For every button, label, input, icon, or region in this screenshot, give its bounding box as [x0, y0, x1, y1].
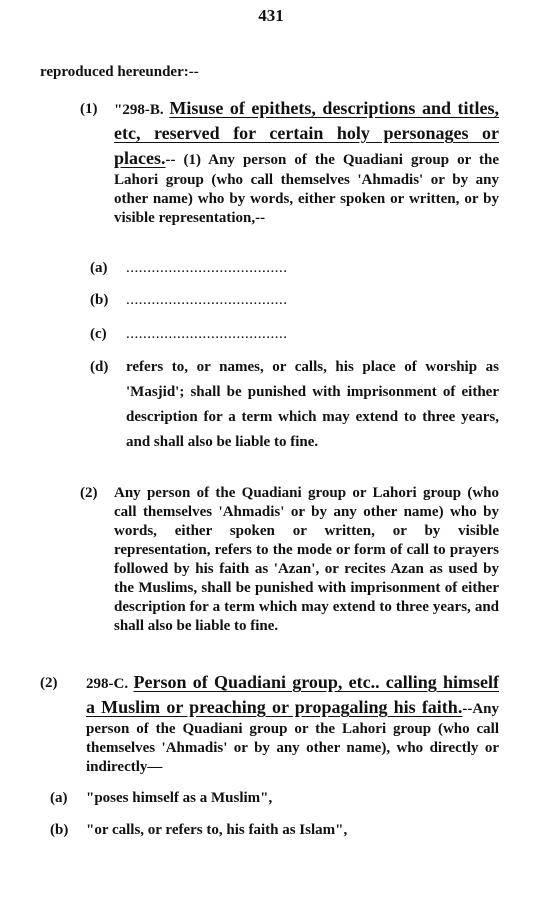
item-298c-a-text: "poses himself as a Muslim", [86, 790, 273, 806]
section-298c-text [86, 670, 499, 777]
section-298b [0, 96, 542, 256]
item-d-text: refers to, or names, or calls, his place of worship as 'Masjid'; shall be punished with imprisonment of either description for a term which may extend to three years, and shall also be liable to fine. [126, 359, 499, 450]
section-298b-text [114, 96, 499, 228]
item-298c-b-text: "or calls, or refers to, his faith as Islam", [86, 822, 348, 838]
item-b-placeholder: ...................................... [126, 292, 288, 308]
item-b [90, 291, 510, 311]
item-c-placeholder: ...................................... [126, 326, 288, 342]
item-298c-b [50, 821, 510, 841]
section-298c-heading: Person of Quadiani group, etc.. calling himself a Muslim or preaching or propagaling his faith. [86, 672, 499, 717]
item-298c-b-label: (b) [50, 822, 69, 838]
subsection-2-number: (2) [80, 485, 98, 501]
item-b-label: (b) [90, 292, 109, 308]
section-298c [0, 670, 542, 780]
subsection-2 [0, 484, 542, 654]
section-298c-number: (2) [40, 675, 58, 691]
item-a [90, 259, 510, 279]
item-d [90, 355, 510, 485]
item-c [90, 325, 510, 345]
item-a-placeholder: ...................................... [126, 260, 288, 276]
item-298c-a [50, 789, 510, 809]
section-298b-body: -- (1) Any person of the Quadiani group or the Lahori group (who call themselves 'Ahmadis' or by any other name) who by words, either spoken or written, or by visible representation,-- [114, 152, 499, 226]
section-298b-heading: Misuse of epithets, descriptions and titles, etc, reserved for certain holy personages or places. [114, 98, 500, 168]
item-298c-a-label: (a) [50, 790, 68, 806]
page-number: 431 [258, 6, 284, 25]
section-298c-prefix: 298-C. [86, 676, 129, 692]
section-298b-prefix: "298-B. [114, 102, 164, 118]
item-d-label: (d) [90, 359, 109, 375]
item-a-label: (a) [90, 260, 108, 276]
item-c-label: (c) [90, 326, 107, 342]
section-298b-number: (1) [80, 101, 98, 117]
subsection-2-text: Any person of the Quadiani group or Lahori group (who call themselves 'Ahmadis' or by any other name) who by words, either spoken or written, or by visible representation, refers to the mode or form of call to prayers followed by his faith as 'Azan', or recites Azan as used by the Muslims, shall be punished with imprisonment of either description for a term which may extend to three years, and shall also be liable to fine. [114, 485, 499, 634]
intro-line: reproduced hereunder:-- [40, 64, 199, 80]
section-298c-body: --Any person of the Quadiani group or the Lahori group (who call themselves 'Ahmadis' or by any other name), who directly or indirectly— [86, 701, 499, 775]
